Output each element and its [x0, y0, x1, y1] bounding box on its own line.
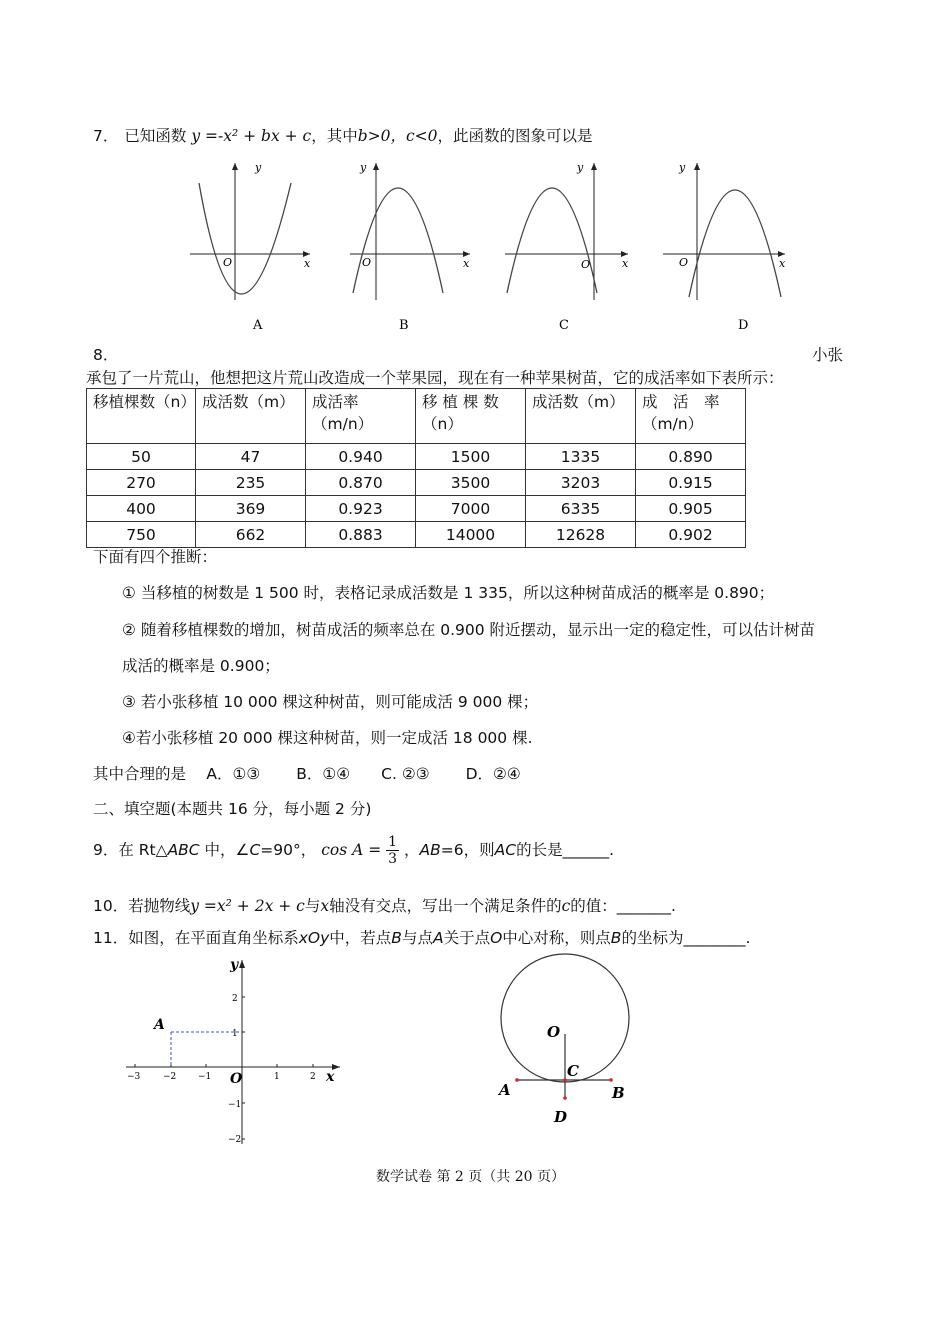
- svg-text:−2: −2: [228, 1135, 242, 1145]
- table-cell: 3500: [416, 470, 526, 496]
- svg-text:−1: −1: [228, 1100, 242, 1110]
- table-cell: 750: [87, 522, 196, 548]
- table-cell: 0.915: [636, 470, 746, 496]
- svg-text:O: O: [679, 256, 689, 269]
- table-cell: 50: [87, 444, 196, 470]
- svg-text:C: C: [559, 318, 569, 333]
- inference-3: ③ 若小张移植 10 000 棵这种树苗，则可能成活 9 000 棵；: [122, 693, 539, 711]
- svg-text:O: O: [362, 256, 372, 269]
- table-cell: 12628: [526, 522, 636, 548]
- coordinate-plane-figure: [118, 952, 348, 1152]
- svg-text:D: D: [554, 1108, 568, 1126]
- table-cell: 270: [87, 470, 196, 496]
- header-cell: 移 植 棵 数（n）: [416, 389, 526, 444]
- header-cell: 成 活 率（m/n）: [636, 389, 746, 444]
- svg-text:−1: −1: [198, 1072, 212, 1082]
- svg-text:A: A: [253, 318, 263, 333]
- table-cell: 369: [196, 496, 306, 522]
- svg-text:O: O: [581, 258, 591, 271]
- svg-text:C: C: [567, 1062, 579, 1080]
- svg-text:2: 2: [310, 1072, 316, 1082]
- table-row: [87, 496, 746, 522]
- table-cell: 14000: [416, 522, 526, 548]
- inference-1: ① 当移植的树数是 1 500 时，表格记录成活数是 1 335，所以这种树苗成活的概率是 0.890；: [122, 584, 775, 602]
- svg-text:y: y: [360, 161, 367, 174]
- svg-text:D: D: [738, 318, 749, 333]
- table-cell: 0.902: [636, 522, 746, 548]
- svg-text:x: x: [304, 257, 311, 270]
- question-8-text: 承包了一片荒山，他想把这片荒山改造成一个苹果园，现在有一种苹果树苗，它的成活率如下表所示：: [86, 369, 784, 387]
- header-cell: 移植棵数（n）: [87, 389, 196, 444]
- svg-text:1: 1: [232, 1029, 238, 1039]
- table-cell: 0.940: [306, 444, 416, 470]
- question-8-number: 8．: [93, 346, 119, 364]
- table-cell: 400: [87, 496, 196, 522]
- table-cell: 1335: [526, 444, 636, 470]
- header-cell: 成活数（m）: [196, 389, 306, 444]
- header-cell: 成活数（m）: [526, 389, 636, 444]
- section-2-title: 二、填空题(本题共 16 分，每小题 2 分): [93, 800, 372, 818]
- svg-text:y: y: [255, 161, 262, 174]
- svg-text:O: O: [230, 1071, 243, 1087]
- svg-text:O: O: [547, 1023, 561, 1041]
- svg-text:A: A: [154, 1017, 165, 1033]
- graph-d: [663, 161, 786, 333]
- svg-text:−3: −3: [127, 1072, 141, 1082]
- svg-text:2: 2: [232, 994, 238, 1004]
- inference-4: ④若小张移植 20 000 棵这种树苗，则一定成活 18 000 棵.: [122, 729, 533, 747]
- svg-text:A: A: [499, 1081, 511, 1099]
- table-cell: 0.905: [636, 496, 746, 522]
- svg-text:x: x: [622, 257, 629, 270]
- q7-graphs: [185, 155, 795, 340]
- svg-text:y: y: [577, 161, 584, 174]
- question-10: 10．若抛物线y =x² + 2x + c与x轴没有交点，写出一个满足条件的c的值：_______.: [93, 897, 676, 915]
- survival-rate-table: [86, 388, 746, 548]
- table-cell: 3203: [526, 470, 636, 496]
- svg-text:x: x: [463, 257, 470, 270]
- table-cell: 0.890: [636, 444, 746, 470]
- svg-text:x: x: [779, 257, 786, 270]
- graph-c: [505, 161, 629, 333]
- question-7: 7． 已知函数 y =-x² + bx + c，其中b>0，c<0，此函数的图象可以是: [93, 127, 593, 145]
- inference-intro: 下面有四个推断：: [93, 548, 218, 566]
- table-row: [87, 522, 746, 548]
- table-cell: 0.870: [306, 470, 416, 496]
- svg-text:O: O: [223, 256, 233, 269]
- svg-text:y: y: [230, 957, 239, 973]
- page-footer: 数学试卷 第 2 页（共 20 页）: [376, 1169, 565, 1185]
- graph-b: [350, 161, 470, 333]
- inference-2-cont: 成活的概率是 0.900；: [122, 657, 280, 675]
- circle-figure: [488, 952, 648, 1137]
- graph-a: [190, 161, 311, 333]
- table-cell: 1500: [416, 444, 526, 470]
- svg-text:y: y: [679, 161, 686, 174]
- question-11: 11．如图，在平面直角坐标系xOy中，若点B与点A关于点O中心对称，则点B的坐标为________.: [93, 929, 751, 947]
- svg-text:B: B: [399, 318, 409, 333]
- table-cell: 235: [196, 470, 306, 496]
- inference-2: ② 随着移植棵数的增加，树苗成活的频率总在 0.900 附近摆动，显示出一定的稳定性，可以估计树苗: [122, 621, 816, 639]
- table-cell: 0.923: [306, 496, 416, 522]
- header-cell: 成活率（m/n）: [306, 389, 416, 444]
- table-cell: 47: [196, 444, 306, 470]
- table-row: [87, 470, 746, 496]
- svg-text:x: x: [326, 1069, 335, 1085]
- table-cell: 0.883: [306, 522, 416, 548]
- table-cell: 6335: [526, 496, 636, 522]
- question-9: 9．在 Rt△ABC 中，∠C=90°， cos A = $\frac{1}{3}$ ，AB=6，则AC的长是______.: [93, 834, 614, 867]
- svg-text:1: 1: [274, 1072, 280, 1082]
- answer-choices: 其中合理的是 A．①③ B．①④ C. ②③ D．②④: [93, 765, 521, 783]
- question-8-lead: 小张: [812, 346, 844, 364]
- table-header-row: [87, 389, 746, 444]
- table-cell: 7000: [416, 496, 526, 522]
- table-row: [87, 444, 746, 470]
- svg-text:−2: −2: [163, 1072, 177, 1082]
- table-cell: 662: [196, 522, 306, 548]
- fraction-one-third: $\frac{1}{3}$: [388, 834, 398, 867]
- svg-text:B: B: [612, 1084, 625, 1102]
